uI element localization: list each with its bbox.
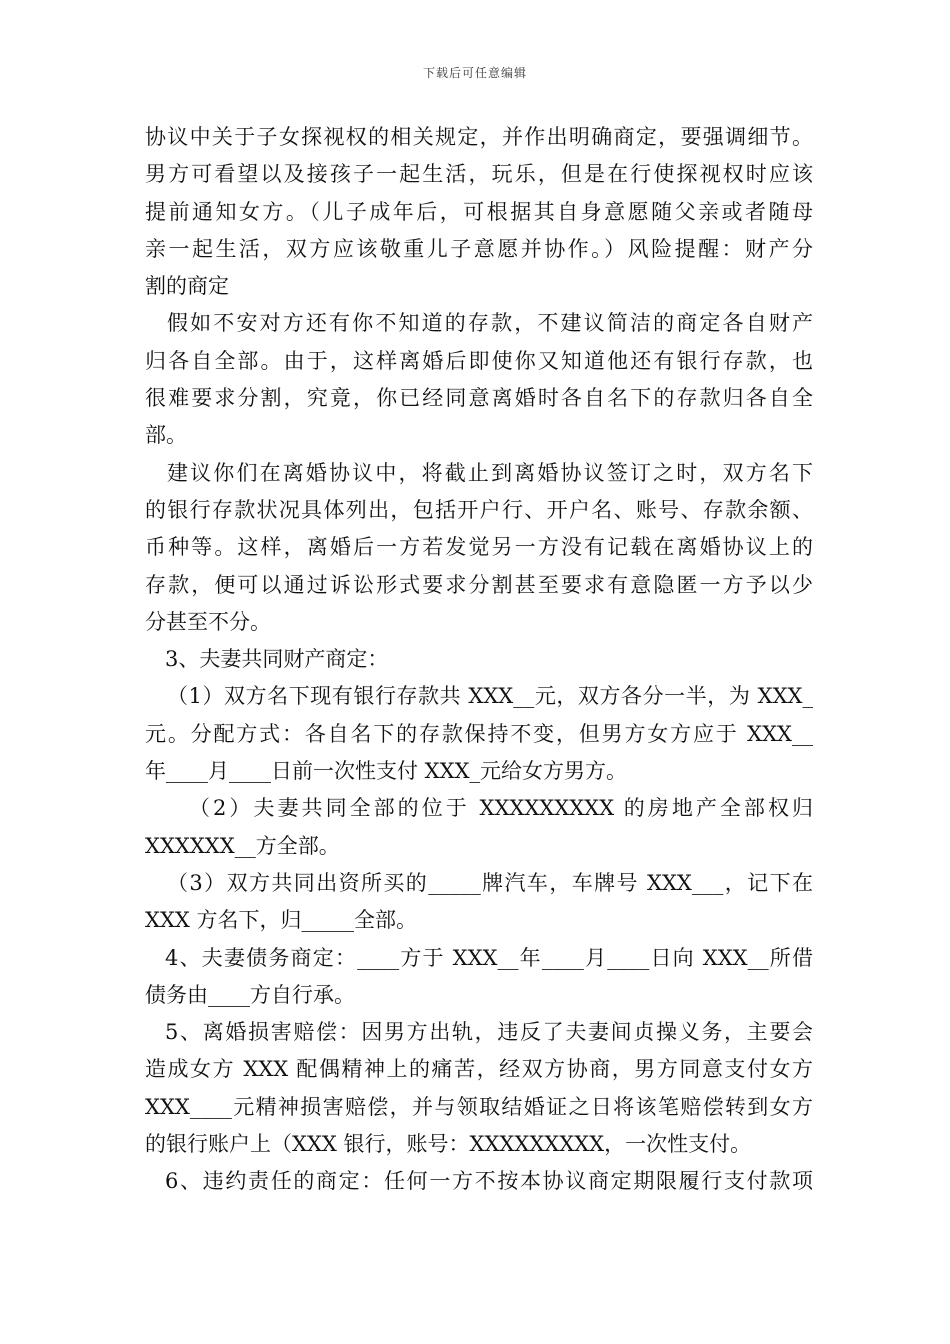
page-header: 下载后可任意编辑: [422, 66, 527, 80]
document-body: [145, 119, 813, 1201]
text-line: 年____月____日前一次性支付 XXX_元给女方男方。: [145, 759, 628, 784]
text-line: 3、夫妻共同财产商定：: [165, 647, 389, 672]
text-line: 部。: [145, 423, 187, 448]
text-line: XXXXXX__方全部。: [145, 833, 340, 858]
text-line: 分甚至不分。: [145, 609, 271, 634]
text-line: 元。分配方式：各自名下的存款保持不变，但男方女方应于 XXX__: [145, 721, 813, 746]
text-line: 的银行账户上（XXX 银行，账号：XXXXXXXXX，一次性支付。: [145, 1132, 752, 1157]
text-line: 币种等。这样，离婚后一方若发觉另一方没有记载在离婚协议上的: [145, 535, 813, 560]
text-line: 债务由____方自行承。: [145, 982, 355, 1007]
text-line: 假如不安对方还有你不知道的存款，不建议简洁的商定各自财产: [167, 311, 813, 336]
text-line: 的银行存款状况具体列出，包括开户行、开户名、账号、存款余额、: [145, 497, 813, 522]
text-line: （3）双方共同出资所买的_____牌汽车，车牌号 XXX___，记下在: [167, 870, 813, 895]
text-line: XXX 方名下，归_____全部。: [145, 908, 418, 933]
text-line: 5、离婚损害赔偿：因男方出轨，违反了夫妻间贞操义务，主要会: [165, 1020, 813, 1045]
text-line: 归各自全部。由于，这样离婚后即使你又知道他还有银行存款，也: [145, 348, 813, 373]
text-line: 割的商定: [145, 274, 229, 299]
text-line: 亲一起生活，双方应该敬重儿子意愿并协作。）风险提醒：财产分: [145, 236, 813, 261]
text-line: 6、违约责任的商定：任何一方不按本协议商定期限履行支付款项: [165, 1169, 813, 1194]
text-line: （1）双方名下现有银行存款共 XXX__元，双方各分一半，为 XXX_: [167, 684, 813, 709]
text-line: （2）夫妻共同全部的位于 XXXXXXXXX 的房地产全部权归: [189, 796, 813, 821]
text-line: 造成女方 XXX 配偶精神上的痛苦，经双方协商，男方同意支付女方: [145, 1057, 813, 1082]
text-line: 建议你们在离婚协议中，将截止到离婚协议签订之时，双方名下: [167, 460, 813, 485]
text-line: 男方可看望以及接孩子一起生活，玩乐，但是在行使探视权时应该: [145, 162, 813, 187]
text-line: XXX____元精神损害赔偿，并与领取结婚证之日将该笔赔偿转到女方: [145, 1094, 813, 1119]
text-line: 很难要求分割，究竟，你已经同意离婚时各自名下的存款归各自全: [145, 386, 813, 411]
text-line: 4、夫妻债务商定：____方于 XXX__年____月____日向 XXX__所借: [165, 945, 813, 970]
text-line: 协议中关于子女探视权的相关规定，并作出明确商定，要强调细节。: [145, 125, 813, 149]
text-line: 提前通知女方。（儿子成年后，可根据其自身意愿随父亲或者随母: [145, 199, 813, 224]
text-line: 存款，便可以通过诉讼形式要求分割甚至要求有意隐匿一方予以少: [145, 572, 813, 597]
